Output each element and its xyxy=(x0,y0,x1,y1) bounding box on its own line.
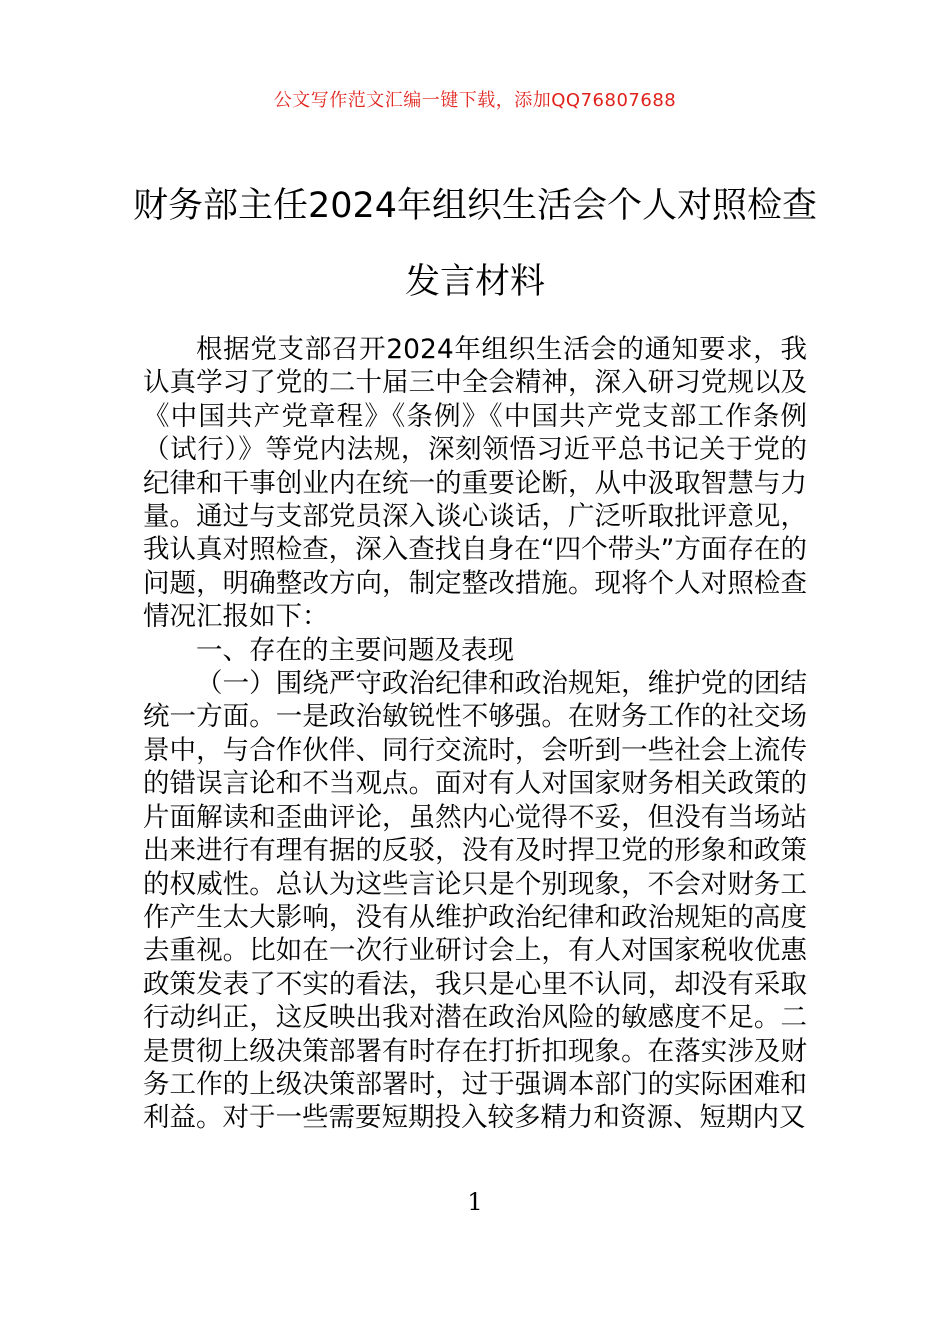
section-heading: 一、存在的主要问题及表现 xyxy=(196,634,514,666)
paragraph-intro: 根据党支部召开2024年组织生活会的通知要求，我认真学习了党的二十届三中全会精神，深入研习党规以及《中国共产党章程》《条例》《中国共产党支部工作条例（试行）》等党内法规，深刻领悟习近平总书记关于党的纪律和干事创业内在统一的重要论断，从中汲取智慧与力量。通过与支部党员深入谈心谈话，广泛听取批评意见，我认真对照检查，深入查找自身在“四个带头”方面存在的问题，明确整改方向，制定整改措施。现将个人对照检查情况汇报如下： xyxy=(143,334,807,633)
document-body xyxy=(143,333,807,1135)
page-number: 1 xyxy=(467,1188,483,1216)
header-download-note: 公文写作范文汇编一键下载，添加QQ76807688 xyxy=(273,90,677,111)
document-title: 财务部主任2024年组织生活会个人对照检查发言材料 xyxy=(132,186,818,302)
paragraph-section-one: （一）围绕严守政治纪律和政治规矩，维护党的团结统一方面。一是政治敏锐性不够强。在财务工作的社交场景中，与合作伙伴、同行交流时，会听到一些社会上流传的错误言论和不当观点。面对有人对国家财务相关政策的片面解读和歪曲评论，虽然内心觉得不妥，但没有当场站出来进行有理有据的反驳，没有及时捍卫党的形象和政策的权威性。总认为这些言论只是个别现象，不会对财务工作产生太大影响，没有从维护政治纪律和政治规矩的高度去重视。比如在一次行业研讨会上，有人对国家税收优惠政策发表了不实的看法，我只是心里不认同，却没有采取行动纠正，这反映出我对潜在政治风险的敏感度不足。二是贯彻上级决策部署有时存在打折扣现象。在落实涉及财务工作的上级决策部署时，过于强调本部门的实际困难和利益。对于一些需要短期投入较多精力和资源、短期内又 xyxy=(143,668,807,1134)
